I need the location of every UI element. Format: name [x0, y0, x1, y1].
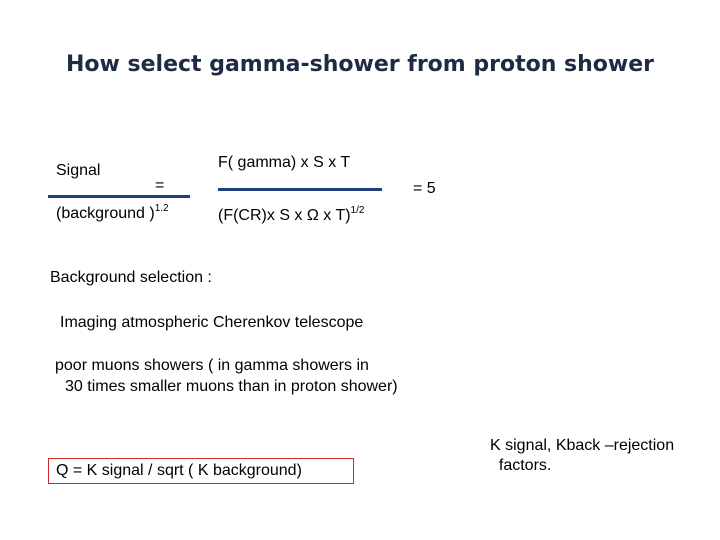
gamma-numerator: F( gamma) x S x T [218, 154, 351, 171]
q-formula-box [48, 458, 354, 484]
background-selection-heading: Background selection : [50, 269, 212, 286]
imaging-telescope-text: Imaging atmospheric Cherenkov telescope [60, 314, 364, 331]
background-denominator-text: (background ) [56, 205, 155, 222]
page-title: How select gamma-shower from proton shower [66, 52, 654, 77]
left-fraction-bar [48, 195, 190, 198]
cr-denominator [218, 207, 364, 225]
muons-line-1: poor muons showers ( in gamma showers in [55, 357, 369, 374]
cr-denominator-text: (F(CR)x S x Ω x T) [218, 207, 351, 224]
signal-label: Signal [56, 162, 101, 179]
result-value: = 5 [413, 180, 436, 197]
cr-exponent: 1/2 [350, 205, 365, 216]
right-fraction-bar [218, 188, 382, 191]
q-formula-text: Q = K signal / sqrt ( K background) [56, 462, 302, 479]
background-denominator [56, 205, 169, 223]
rejection-factors-note: K signal, Kback –rejection factors. [490, 437, 675, 474]
background-exponent: 1.2 [154, 203, 169, 214]
equals-sign: = [155, 177, 165, 194]
muons-line-2: 30 times smaller muons than in proton shower) [65, 378, 398, 395]
